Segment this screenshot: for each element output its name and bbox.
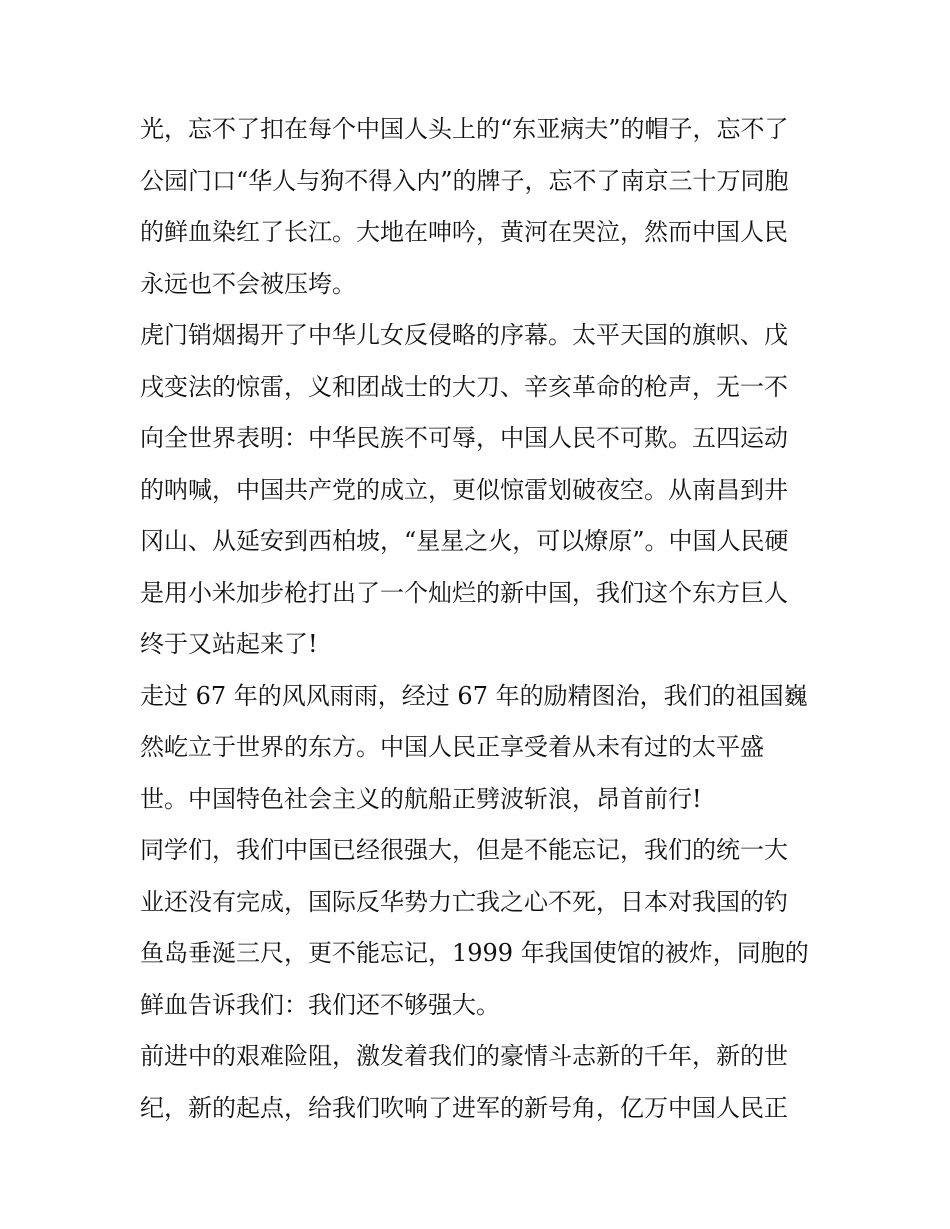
paragraph-5 [140, 1035, 820, 1138]
paragraph-1 [140, 108, 820, 314]
text-line: 虎门销烟揭开了中华儿女反侵略的序幕。太平天国的旗帜、戊 [140, 321, 788, 349]
text-line: 鲜血告诉我们：我们还不够强大。 [140, 990, 500, 1019]
text-line: 公园门口“华人与狗不得入内”的牌子，忘不了南京三十万同胞 [140, 166, 789, 195]
text-line: 的呐喊，中国共产党的成立，更似惊雷划破夜空。从南昌到井 [140, 475, 788, 504]
text-line: 前进中的艰难险阻，激发着我们的豪情斗志新的千年，新的世 [140, 1042, 788, 1070]
text-line: 戌变法的惊雷，义和团战士的大刀、辛亥革命的枪声，无一不 [140, 372, 788, 401]
paragraph-4 [140, 829, 820, 1035]
text-line: 鱼岛垂涎三尺，更不能忘记，1999 年我国使馆的被炸，同胞的 [140, 939, 809, 967]
document-body [140, 108, 820, 1138]
text-line: 终于又站起来了! [140, 630, 318, 658]
text-line: 世。中国特色社会主义的航船正劈波斩浪，昂首前行! [140, 784, 702, 813]
text-line: 纪，新的起点，给我们吹响了进军的新号角，亿万中国人民正 [140, 1093, 788, 1122]
text-line: 冈山、从延安到西柏坡，“星星之火，可以燎原”。中国人民硬 [140, 527, 789, 555]
text-line: 走过 67 年的风风雨雨，经过 67 年的励精图治，我们的祖国巍 [140, 681, 808, 710]
text-line: 业还没有完成，国际反华势力亡我之心不死，日本对我国的钓 [140, 887, 788, 916]
text-line: 的鲜血染红了长江。大地在呻吟，黄河在哭泣，然而中国人民 [140, 218, 788, 246]
text-line: 然屹立于世界的东方。中国人民正享受着从未有过的太平盛 [140, 733, 764, 761]
text-line: 是用小米加步枪打出了一个灿烂的新中国，我们这个东方巨人 [140, 578, 788, 607]
text-line: 永远也不会被压垮。 [140, 269, 356, 298]
paragraph-3 [140, 675, 820, 830]
text-line: 向全世界表明：中华民族不可辱，中国人民不可欺。五四运动 [140, 424, 788, 452]
text-line: 光，忘不了扣在每个中国人头上的“东亚病夫”的帽子，忘不了 [140, 115, 789, 143]
text-line: 同学们，我们中国已经很强大，但是不能忘记，我们的统一大 [140, 836, 788, 864]
paragraph-2 [140, 314, 820, 675]
